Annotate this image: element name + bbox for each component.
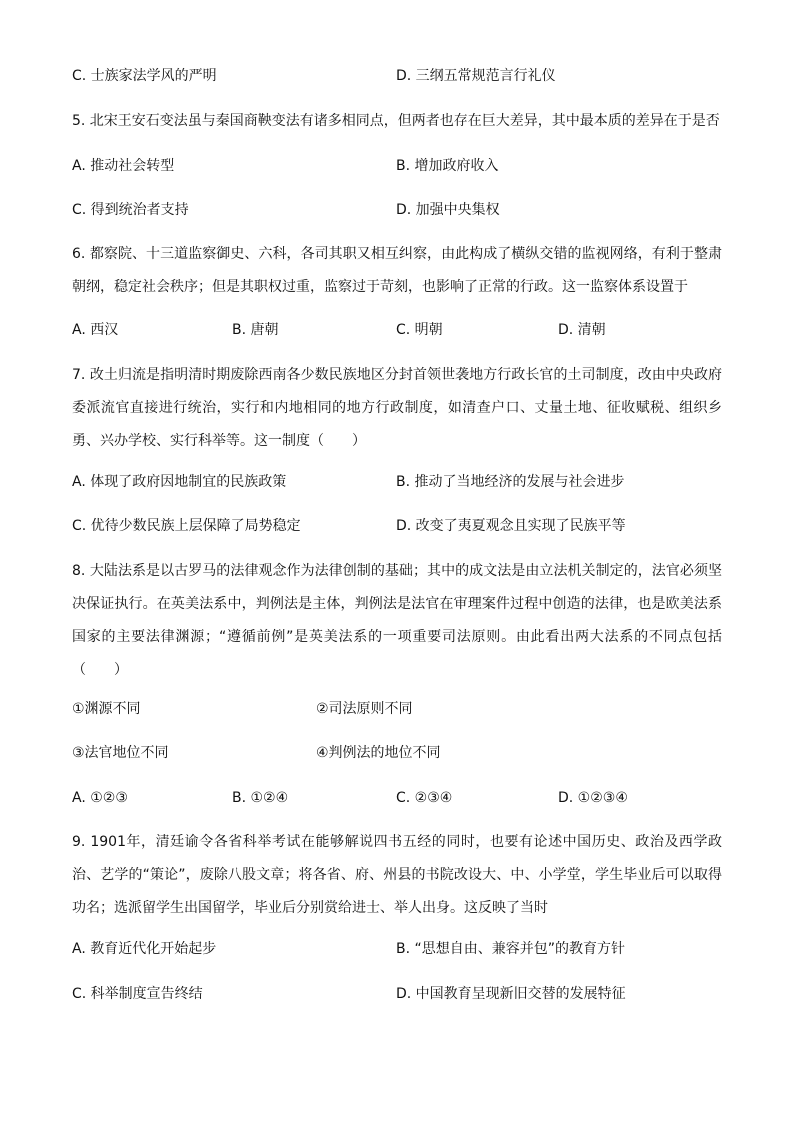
option-b-q8: B. ①②④ [232, 790, 289, 806]
option-d-q4: D. 三纲五常规范言行礼仪 [396, 68, 556, 84]
option-b-q9: B. “思想自由、兼容并包”的教育方针 [396, 941, 626, 957]
question-6-stem: 6. 都察院、十三道监察御史、六科，各司其职又相互纠察，由此构成了横纵交错的监视网络，有利于整肃朝纲，稳定社会秩序；但是其职权过重，监察过于苛刻，也影响了正常的行政。这一监察体系设置于 [72, 246, 722, 295]
option-b-q5: B. 增加政府收入 [396, 158, 499, 174]
option-c-q4: C. 士族家法学风的严明 [72, 68, 217, 84]
question-8-stem: 8. 大陆法系是以古罗马的法律观念作为法律创制的基础；其中的成文法是由立法机关制定的，法官必须坚决保证执行。在英美法系中，判例法是主体，判例法是法官在审理案件过程中创造的法律，也是欧美法系国家的主要法律渊源；“遵循前例”是英美法系的一项重要司法原则。由此看出两大法系的不同点包括（ ） [72, 563, 722, 678]
option-a-q5: A. 推动社会转型 [72, 158, 175, 174]
option-a-q8: A. ①②③ [72, 790, 128, 806]
statement-4-q8: ④判例法的地位不同 [316, 745, 441, 761]
statement-3-q8: ③法官地位不同 [72, 745, 169, 761]
option-c-q8: C. ②③④ [396, 790, 453, 806]
option-a-q9: A. 教育近代化开始起步 [72, 941, 217, 957]
option-b-q6: B. 唐朝 [232, 322, 279, 338]
option-d-q8: D. ①②③④ [558, 790, 628, 806]
option-b-q7: B. 推动了当地经济的发展与社会进步 [396, 474, 625, 490]
option-a-q7: A. 体现了政府因地制宜的民族政策 [72, 474, 287, 490]
option-d-q9: D. 中国教育呈现新旧交替的发展特征 [396, 986, 626, 1002]
question-9-stem: 9. 1901年，清廷谕令各省科举考试在能够解说四书五经的同时，也要有论述中国历史、政治及西学政治、艺学的“策论”，废除八股文章；将各省、府、州县的书院改设大、中、小学堂，学生毕业后可以取得功名；选派留学生出国留学，毕业后分别赏给进士、举人出身。这反映了当时 [72, 834, 722, 916]
statement-2-q8: ②司法原则不同 [316, 701, 413, 717]
option-a-q6: A. 西汉 [72, 322, 119, 338]
option-c-q6: C. 明朝 [396, 322, 443, 338]
option-c-q5: C. 得到统治者支持 [72, 202, 189, 218]
option-c-q9: C. 科举制度宣告终结 [72, 986, 203, 1002]
question-7-stem: 7. 改土归流是指明清时期废除西南各少数民族地区分封首领世袭地方行政长官的土司制度，改由中央政府委派流官直接进行统治，实行和内地相同的地方行政制度，如清查户口、丈量土地、征收赋税、组织乡勇、兴办学校、实行科举等。这一制度（ ） [72, 367, 722, 449]
option-c-q7: C. 优待少数民族上层保障了局势稳定 [72, 518, 301, 534]
statement-1-q8: ①渊源不同 [72, 701, 141, 717]
question-5-stem: 5. 北宋王安石变法虽与秦国商鞅变法有诸多相同点，但两者也存在巨大差异，其中最本质的差异在于是否 [72, 113, 720, 129]
option-d-q7: D. 改变了夷夏观念且实现了民族平等 [396, 518, 626, 534]
option-d-q5: D. 加强中央集权 [396, 202, 500, 218]
option-d-q6: D. 清朝 [558, 322, 606, 338]
